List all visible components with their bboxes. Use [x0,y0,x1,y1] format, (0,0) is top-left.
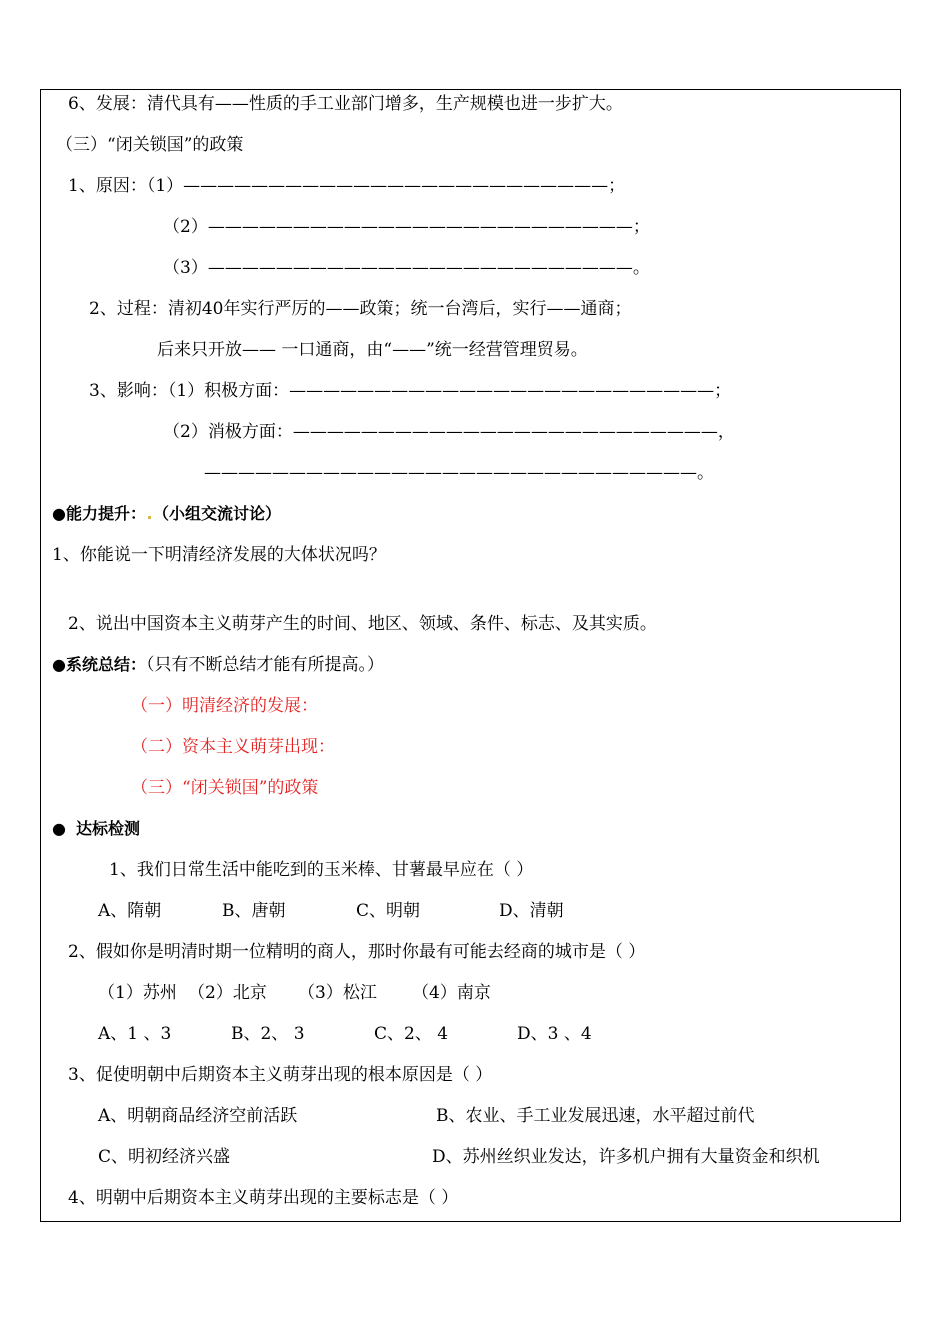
q2-option-c: C、2、 4 [374,1024,449,1044]
q2-option-a: A、1 、3 [98,1024,172,1044]
q3-option-c: C、明初经济兴盛 [98,1147,231,1167]
impact-line-3: —————————————————————————————。 [204,463,714,483]
q1-option-b: B、唐朝 [222,901,286,921]
ability-heading-tail: （小组交流讨论） [152,504,281,523]
q2-city-3: （3）松江 [298,983,377,1003]
impact-line-1: 3、影响：（1）积极方面：—————————————————————————； [89,381,732,401]
test-question-1: 1、我们日常生活中能吃到的玉米棒、甘薯最早应在（ ） [109,860,534,880]
cause-label: 1、原因：（1） [68,176,184,196]
test-heading-label: 达标检测 [75,819,140,838]
cause-line-1 [68,175,625,197]
bullet-icon: ● [52,504,66,523]
test-heading [52,818,140,840]
process-line-1: 2、过程：清初40年实行严厉的——政策；统一台湾后，实行——通商； [89,299,632,319]
ability-question-2: 2、说出中国资本主义萌芽产生的时间、地区、领域、条件、标志、及其实质。 [68,614,657,634]
q3-option-d: D、苏州丝织业发达，许多机户拥有大量资金和织机 [432,1147,820,1167]
q3-option-a: A、明朝商品经济空前活跃 [98,1106,298,1126]
ability-heading [52,503,281,525]
summary-heading-label: 系统总结： [65,655,146,674]
test-question-3: 3、促使明朝中后期资本主义萌芽出现的根本原因是（ ） [68,1065,493,1085]
dot-mark [148,516,151,519]
q1-option-a: A、隋朝 [98,901,162,921]
ability-question-1: 1、你能说一下明清经济发展的大体状况吗？ [52,545,386,565]
q2-city-1: （1）苏州 [98,983,177,1003]
test-question-2: 2、假如你是明清时期一位精明的商人，那时你最有可能去经商的城市是（ ） [68,942,646,962]
process-line-2: 后来只开放—— 一口通商，由“——”统一经营管理贸易。 [157,340,588,360]
cause-1-blank: —————————————————————————； [183,176,626,196]
q2-city-2: （2）北京 [188,983,267,1003]
ability-heading-label: 能力提升： [65,504,146,523]
q1-option-d: D、清朝 [499,901,564,921]
summary-item-2: （二）资本主义萌芽出现： [131,737,335,757]
q2-option-b: B、2、 3 [231,1024,305,1044]
q1-option-c: C、明朝 [356,901,421,921]
cause-line-2: （2）—————————————————————————； [163,217,650,237]
bullet-icon: ● [52,655,66,674]
test-question-4: 4、明朝中后期资本主义萌芽出现的主要标志是（ ） [68,1188,459,1208]
q2-city-4: （4）南京 [412,983,491,1003]
summary-heading [52,654,384,676]
cause-line-3: （3）—————————————————————————。 [163,258,650,278]
q3-option-b: B、农业、手工业发展迅速，水平超过前代 [436,1106,755,1126]
summary-heading-tail: （只有不断总结才能有所提高。） [145,655,384,675]
q2-option-d: D、3 、4 [517,1024,592,1044]
summary-item-3: （三）“闭关锁国”的政策 [131,778,319,798]
summary-item-1: （一）明清经济的发展： [131,696,318,716]
development-line: 6、发展：清代具有——性质的手工业部门增多，生产规模也进一步扩大。 [68,94,623,114]
section-title-closed-door: （三）“闭关锁国”的政策 [56,135,244,155]
bullet-icon: ● [52,819,66,838]
impact-line-2: （2）消极方面：—————————————————————————， [163,422,735,442]
